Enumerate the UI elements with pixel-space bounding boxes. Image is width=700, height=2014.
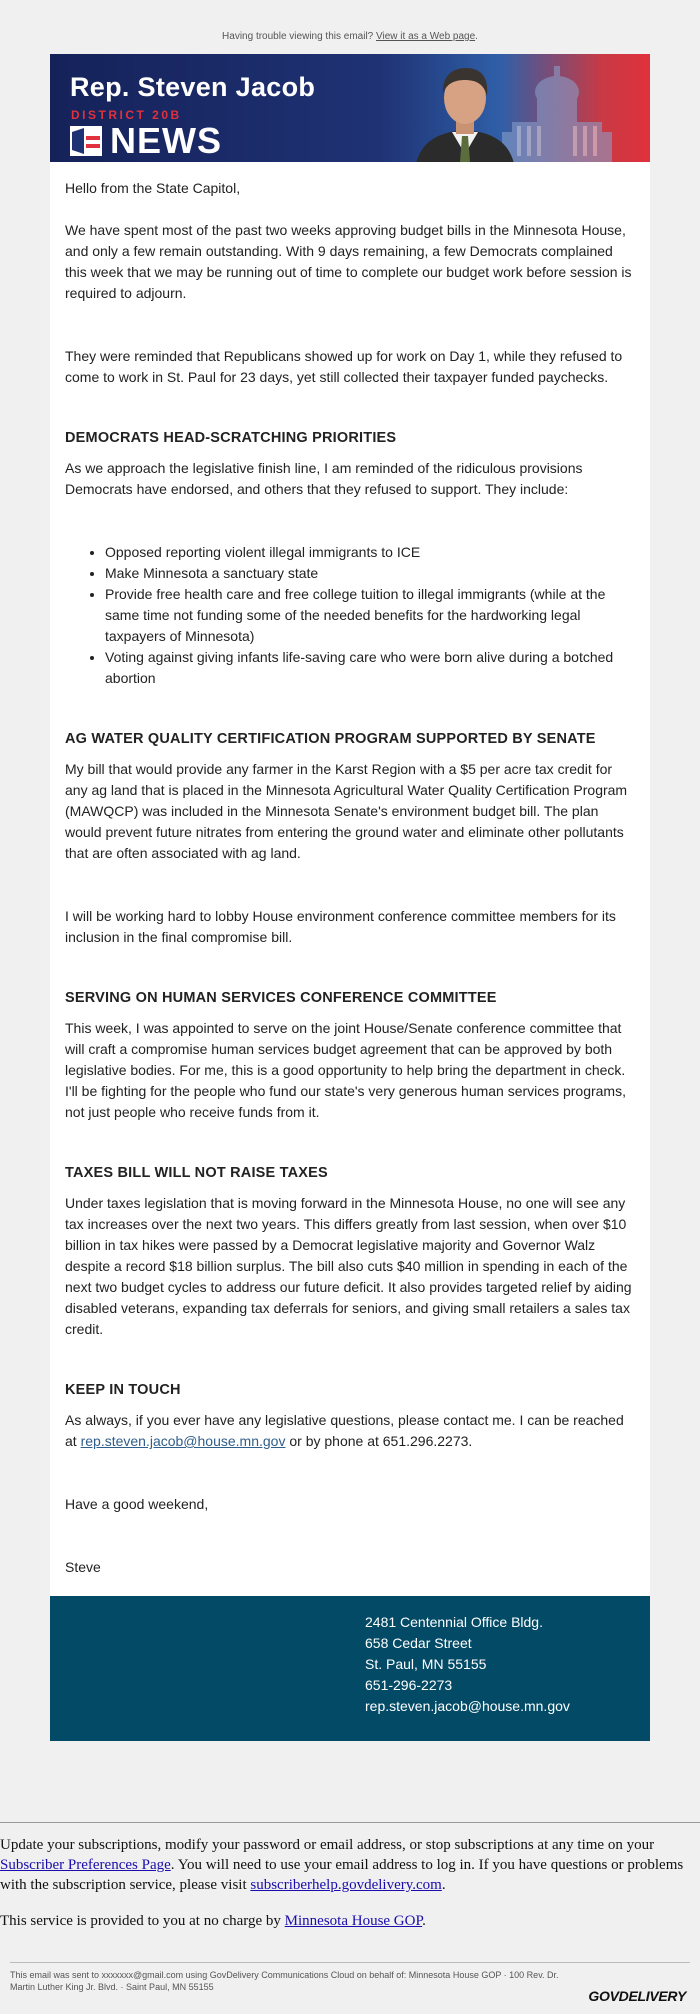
taxes-paragraph: Under taxes legislation that is moving forward in the Minnesota House, no one will see any tax increases over the next two years. This differs greatly from last session, when over $10 billion in tax hikes were passed by a Democrat legislative majority and Governor Walz despite a record $18 billion surplus. The bill also cuts $40 million in spending in each of the next two budget cycles to address our future deficit. It also provides targeted relief by aiding disabled veterans, expanding tax deferrals for seniors, and giving small retailers a sales tax credit. (65, 1195, 632, 1337)
subscription-text-3: . (441, 1877, 446, 1893)
intro-paragraph-1: We have spent most of the past two weeks approving budget bills in the Minnesota House, and only a few remain outstanding. With 9 days remaining, a few Democrats complained this week that we may be running out of time to complete our budget work before session is required to adjourn. (65, 222, 632, 301)
closing: Have a good weekend, (65, 1496, 209, 1512)
email-container (50, 54, 650, 1741)
subscription-text-2: . You will need to use your email address to log in. If you have questions or problems with the subscription service, please visit (0, 1857, 684, 1893)
minnesota-flag-icon (70, 126, 102, 156)
section-heading-ag-water: AG WATER QUALITY CERTIFICATION PROGRAM SUPPORTED BY SENATE (65, 731, 596, 747)
newsletter-body (50, 162, 650, 1596)
representative-portrait (410, 58, 520, 162)
signature: Steve (65, 1559, 101, 1575)
democrats-priorities-list (65, 542, 635, 689)
view-as-web-page-link[interactable]: View it as a Web page (376, 31, 476, 42)
greeting: Hello from the State Capitol, (65, 180, 241, 196)
section-heading-keep-in-touch: KEEP IN TOUCH (65, 1382, 181, 1398)
govdelivery-logo[interactable]: GOVDELIVERY (588, 1988, 686, 2004)
section-heading-human-services: SERVING ON HUMAN SERVICES CONFERENCE COMMITTEE (65, 990, 497, 1006)
subscriber-help-link[interactable]: subscriberhelp.govdelivery.com (250, 1877, 442, 1893)
list-item: • Opposed reporting violent illegal immigrants to ICE (105, 542, 635, 563)
subscription-text-1: Update your subscriptions, modify your password or email address, or stop subscriptions at any time on your (0, 1837, 655, 1853)
address-line-3: St. Paul, MN 55155 (365, 1656, 487, 1672)
section-heading-taxes: TAXES BILL WILL NOT RAISE TAXES (65, 1165, 328, 1181)
provided-by-paragraph (0, 1911, 700, 1931)
trouble-viewing-suffix: . (475, 31, 478, 42)
section-heading-democrats-priorities: DEMOCRATS HEAD-SCRATCHING PRIORITIES (65, 430, 397, 446)
list-item: • Make Minnesota a sanctuary state (105, 563, 635, 584)
address-line-2: 658 Cedar Street (365, 1635, 472, 1651)
contact-footer (50, 1596, 650, 1741)
office-phone: 651-296-2273 (365, 1677, 453, 1693)
office-email: rep.steven.jacob@house.mn.gov (365, 1698, 570, 1714)
trouble-viewing-text: Having trouble viewing this email? (222, 31, 377, 42)
address-line-1: 2481 Centennial Office Bldg. (365, 1614, 543, 1630)
office-address (365, 1612, 570, 1717)
header-banner (50, 54, 650, 162)
govdelivery-footer (10, 1962, 690, 2004)
news-label: NEWS (110, 120, 222, 161)
human-services-paragraph: This week, I was appointed to serve on the joint House/Senate conference committee that will craft a compromise human services budget agreement that can be approved by both legislative bodies. For me, this is a good opportunity to help bring the department in check. I'll be fighting for the people who fund our state's very generous human services programs, not just people who receive funds from it. (65, 1020, 626, 1120)
representative-name: Rep. Steven Jacob (70, 72, 316, 102)
representative-email-link[interactable]: rep.steven.jacob@house.mn.gov (80, 1433, 286, 1449)
ag-water-paragraph-1: My bill that would provide any farmer in the Karst Region with a $5 per acre tax credit for any ag land that is placed in the Minnesota Agricultural Water Quality Certification Program (MAWQCP) was included in the Minnesota Senate's environment budget bill. The plan would prevent future nitrates from entering the ground water and eliminate other pollutants that are often associated with ag land. (65, 761, 628, 861)
district-label: DISTRICT 20B (71, 108, 182, 122)
trouble-viewing-notice (0, 0, 700, 54)
intro-paragraph-2: They were reminded that Republicans showed up for work on Day 1, while they refused to come to work in St. Paul for 23 days, yet still collected their taxpayer funded paychecks. (65, 348, 623, 385)
ag-water-paragraph-2: I will be working hard to lobby House environment conference committee members for its inclusion in the final compromise bill. (65, 908, 616, 945)
list-item: • Voting against giving infants life-saving care who were born alive during a botched abortion (105, 647, 635, 689)
divider (0, 1822, 700, 1823)
subscriber-preferences-link[interactable]: Subscriber Preferences Page (0, 1857, 171, 1873)
subscription-info (0, 1822, 700, 1947)
subscription-paragraph (0, 1835, 700, 1895)
keep-in-touch-paragraph (65, 1410, 635, 1452)
provided-by-suffix: . (422, 1913, 426, 1929)
divider (10, 1962, 690, 1963)
sent-to-notice: This email was sent to xxxxxxx@gmail.com using GovDelivery Communications Cloud on behalf of: Minnesota House GOP · 100 Rev. Dr. Martin Luther King Jr. Blvd. · Saint Paul, MN 55155 (10, 1970, 559, 1992)
democrats-priorities-intro: As we approach the legislative finish line, I am reminded of the ridiculous provisions Democrats have endorsed, and others that they refused to support. They include: (65, 460, 583, 497)
keep-in-touch-text: As always, if you ever have any legislative questions, please contact me. I can be reached at (65, 1412, 624, 1449)
list-item: • Provide free health care and free college tuition to illegal immigrants (while at the same time not funding some of the needed benefits for the hardworking legal taxpayers of Minnesota) (105, 584, 635, 647)
provided-by-text: This service is provided to you at no charge by (0, 1913, 285, 1929)
minnesota-house-gop-link[interactable]: Minnesota House GOP (284, 1913, 423, 1929)
keep-in-touch-phone-text: or by phone at 651.296.2273. (285, 1433, 473, 1449)
